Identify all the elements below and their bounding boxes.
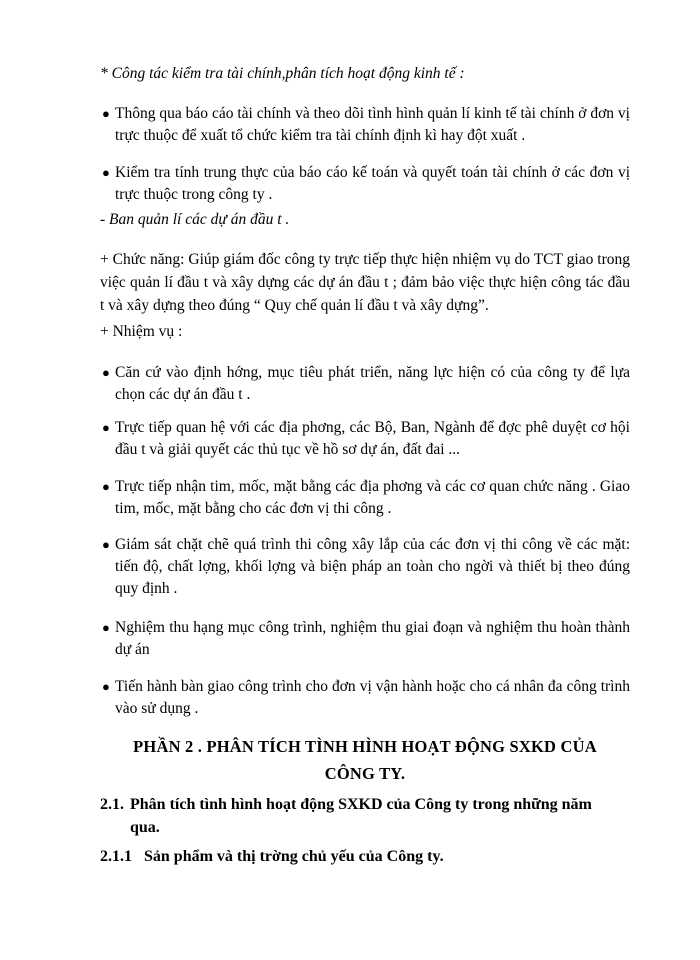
list-item-text: Kiểm tra tính trung thực của báo cáo kế toán và quyết toán tài chính ở các đơn vị trực thuộc trong công ty . (115, 164, 630, 203)
list-item-text: Tiến hành bàn giao công trình cho đơn vị vận hành hoặc cho cá nhân đa công trình vào sử dụng . (115, 678, 630, 717)
section-title-nhiem-vu: + Nhiệm vụ : (100, 323, 183, 340)
bullet-icon: ● (102, 537, 110, 552)
list-item-text: Giám sát chặt chẽ quá trình thi công xây lắp của các đơn vị thi công về các mặt: tiến độ, chất lợng, khối lợng và biện pháp an toàn cho ngời và thiết bị theo đúng quy định . (115, 536, 630, 597)
section-title-kiemtra: * Công tác kiểm tra tài chính,phân tích hoạt động kinh tế : (100, 65, 465, 82)
list-item-text: Căn cứ vào định hớng, mục tiêu phát triển, năng lực hiện có của công ty để lựa chọn các dự án đầu t . (115, 364, 630, 403)
list-item (100, 476, 630, 520)
list-item (100, 617, 630, 661)
section-title-ban-quan-li: - Ban quản lí các dự án đầu t . (100, 211, 290, 228)
list-item-text: Thông qua báo cáo tài chính và theo dõi tình hình quản lí kinh tế tài chính ở đơn vị trực thuộc để xuất tổ chức kiểm tra tài chính định kì hay đột xuất . (115, 105, 630, 144)
subheading-text: Phân tích tình hình hoạt động SXKD của Công ty trong những năm (130, 796, 592, 813)
bullet-icon: ● (102, 420, 110, 435)
part-2-heading (100, 733, 630, 787)
subheading-text: Sản phẩm và thị trờng chủ yếu của Công ty. (144, 848, 444, 865)
bullet-icon: ● (102, 106, 110, 121)
subheading-2-1 (100, 793, 630, 839)
list-item-text: Trực tiếp quan hệ với các địa phơng, các Bộ, Ban, Ngành để đợc phê duyệt cơ hội đầu t và giải quyết các thủ tục về hồ sơ dự án, đất đai ... (115, 419, 630, 458)
bullet-icon: ● (102, 620, 110, 635)
list-item (100, 534, 630, 600)
list-item (100, 162, 630, 206)
list-item (100, 676, 630, 720)
subheading-text-continued: qua. (130, 819, 160, 836)
part-2-heading-line-1: PHẦN 2 . PHÂN TÍCH TÌNH HÌNH HOẠT ĐỘNG SXKD CỦA (133, 737, 597, 756)
list-item-text: Trực tiếp nhận tim, mốc, mặt bằng các địa phơng và các cơ quan chức năng . Giao tim, mốc, mặt bằng cho các đơn vị thi công . (115, 478, 630, 517)
list-item-text: Nghiệm thu hạng mục công trình, nghiệm thu giai đoạn và nghiệm thu hoàn thành dự án (115, 619, 630, 658)
list-item (100, 362, 630, 406)
bullet-icon: ● (102, 165, 110, 180)
subheading-number: 2.1.1 (100, 848, 132, 865)
subheading-number: 2.1. (100, 796, 124, 813)
list-item (100, 103, 630, 147)
bullet-icon: ● (102, 365, 110, 380)
subheading-2-1-1 (100, 845, 630, 868)
bullet-icon: ● (102, 679, 110, 694)
part-2-heading-line-2: CÔNG TY. (324, 764, 406, 783)
paragraph-chuc-nang: + Chức năng: Giúp giám đốc công ty trực tiếp thực hiện nhiệm vụ do TCT giao trong việc quản lí đầu t và xây dựng các dự án đầu t ; đảm bảo việc thực hiện công tác đầu t và xây dựng theo đúng “ Quy chế quản lí đầu t và xây dựng”. (100, 251, 630, 314)
list-item (100, 417, 630, 461)
bullet-icon: ● (102, 479, 110, 494)
